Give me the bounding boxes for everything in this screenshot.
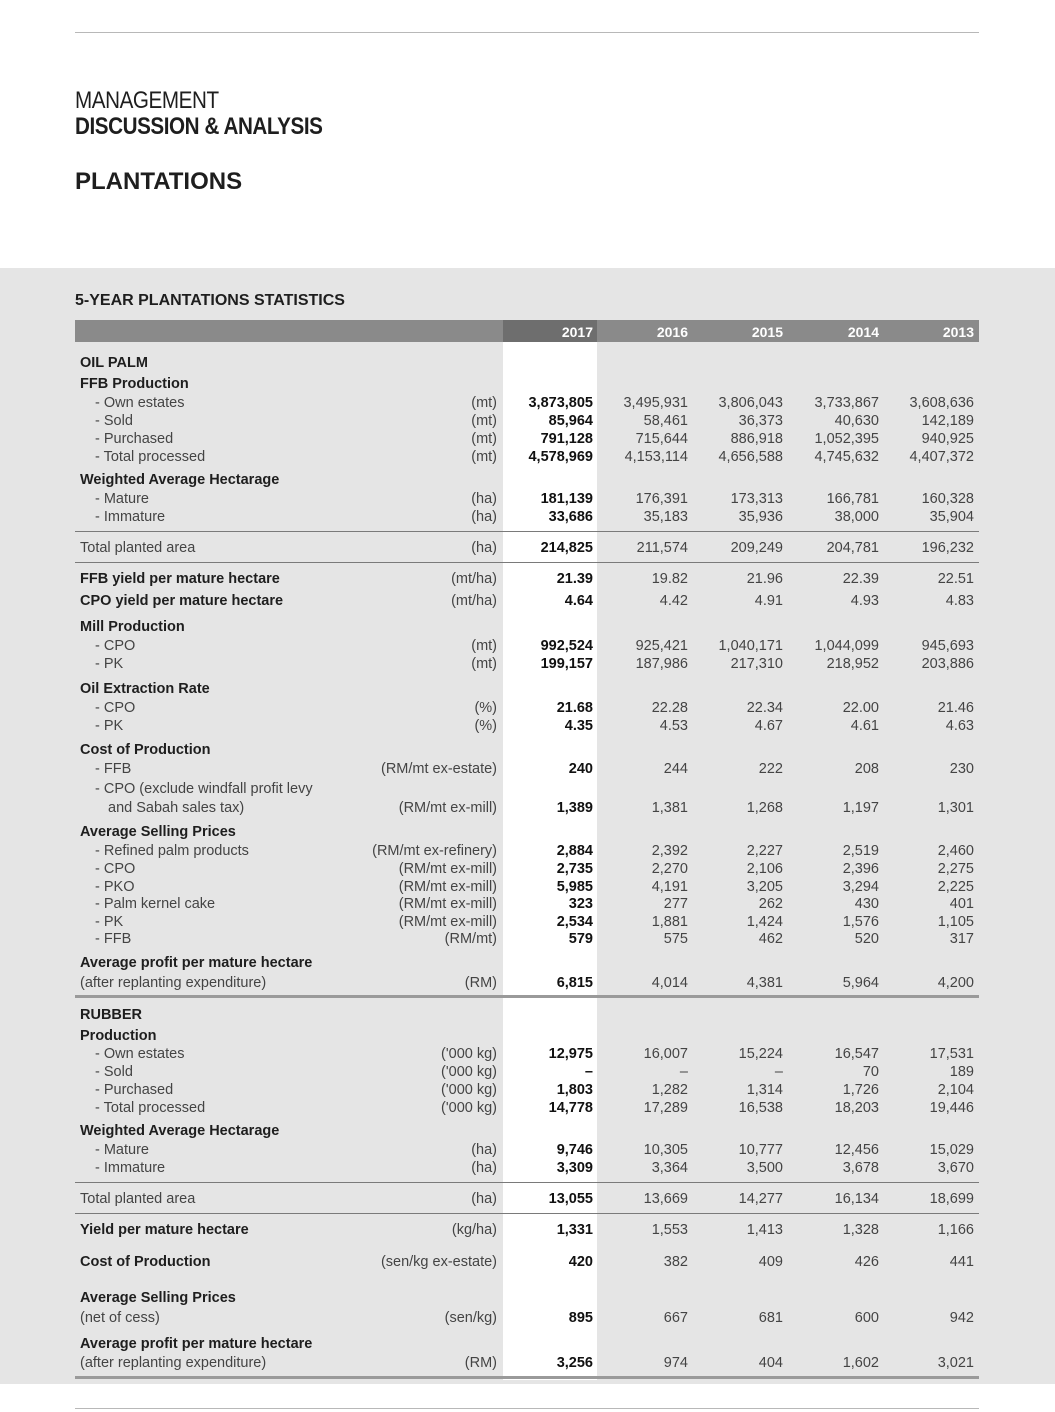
row-label: - PK: [95, 656, 124, 672]
value-cell-2015: 3,806,043: [718, 395, 783, 411]
value-cell-2013: 1,301: [937, 800, 974, 816]
row-label: - Sold: [95, 413, 133, 429]
row-unit: (RM): [464, 975, 497, 991]
value-cell-2013: 942: [949, 1310, 974, 1326]
row-unit: (mt): [471, 656, 497, 672]
value-cell-2015: 209,249: [730, 540, 783, 556]
value-cell-2015: 222: [758, 761, 783, 777]
row-unit: (mt/ha): [451, 571, 497, 587]
value-cell-2015: 409: [758, 1254, 783, 1270]
row-label: - Total processed: [95, 449, 206, 465]
value-cell-2014: 1,328: [842, 1222, 879, 1238]
value-cell-2015: 10,777: [738, 1142, 783, 1158]
value-cell-2013: 142,189: [921, 413, 974, 429]
row-label: - FFB: [95, 931, 132, 947]
value-cell-2015: 262: [758, 896, 783, 912]
value-cell-2017: 1,331: [556, 1222, 593, 1238]
value-cell-2016: 176,391: [635, 491, 688, 507]
value-cell-2017: 4.64: [564, 593, 593, 609]
value-cell-2017: 2,735: [556, 861, 593, 877]
value-cell-2014: 430: [854, 896, 879, 912]
value-cell-2016: 4.42: [659, 593, 688, 609]
value-cell-2016: 187,986: [635, 656, 688, 672]
value-cell-2013: 230: [949, 761, 974, 777]
value-cell-2016: 4,014: [651, 975, 688, 991]
row-unit: (%): [474, 718, 497, 734]
row-unit: (mt): [471, 638, 497, 654]
row-label: Mill Production: [80, 619, 185, 635]
section-divider: [75, 995, 979, 998]
row-label: (net of cess): [80, 1310, 160, 1326]
row-unit: (mt/ha): [451, 593, 497, 609]
row-label: Average profit per mature hectare: [80, 1336, 313, 1352]
row-label: - Total processed: [95, 1100, 206, 1116]
value-cell-2014: 1,052,395: [814, 431, 879, 447]
value-cell-2014: 4.93: [850, 593, 879, 609]
value-cell-2017: 21.39: [556, 571, 593, 587]
value-cell-2016: 1,381: [651, 800, 688, 816]
row-unit: (mt): [471, 395, 497, 411]
value-cell-2014: 4,745,632: [814, 449, 879, 465]
value-cell-2017: 3,873,805: [528, 395, 593, 411]
value-cell-2016: –: [679, 1064, 688, 1080]
value-cell-2017: 214,825: [540, 540, 593, 556]
value-cell-2013: 401: [949, 896, 974, 912]
value-cell-2016: 715,644: [635, 431, 688, 447]
value-cell-2016: 974: [663, 1355, 688, 1371]
value-cell-2017: 895: [568, 1310, 593, 1326]
row-unit: ('000 kg): [441, 1046, 497, 1062]
value-cell-2015: 36,373: [738, 413, 783, 429]
row-unit: (ha): [471, 1142, 497, 1158]
row-label: Total planted area: [80, 1191, 196, 1207]
value-cell-2014: 1,576: [842, 914, 879, 930]
value-cell-2013: 18,699: [929, 1191, 974, 1207]
row-label: - Purchased: [95, 1082, 174, 1098]
row-label: Total planted area: [80, 540, 196, 556]
value-cell-2013: 2,104: [937, 1082, 974, 1098]
row-label: - PK: [95, 914, 124, 930]
row-label: Production: [80, 1028, 157, 1044]
row-unit: (RM/mt ex-mill): [398, 914, 497, 930]
value-cell-2014: 2,396: [842, 861, 879, 877]
value-cell-2017: 181,139: [540, 491, 593, 507]
value-cell-2015: 681: [758, 1310, 783, 1326]
value-cell-2017: 14,778: [548, 1100, 593, 1116]
value-cell-2013: 441: [949, 1254, 974, 1270]
value-cell-2013: 22.51: [937, 571, 974, 587]
value-cell-2015: 4,656,588: [718, 449, 783, 465]
value-cell-2013: 1,166: [937, 1222, 974, 1238]
row-label: - CPO: [95, 700, 136, 716]
row-label: - Mature: [95, 1142, 149, 1158]
divider: [75, 531, 979, 532]
value-cell-2014: 12,456: [834, 1142, 879, 1158]
value-cell-2015: 1,424: [746, 914, 783, 930]
value-cell-2014: 1,726: [842, 1082, 879, 1098]
value-cell-2017: 33,686: [548, 509, 593, 525]
value-cell-2016: 19.82: [651, 571, 688, 587]
value-cell-2014: 5,964: [842, 975, 879, 991]
value-cell-2015: 14,277: [738, 1191, 783, 1207]
value-cell-2014: 1,602: [842, 1355, 879, 1371]
value-cell-2016: 10,305: [643, 1142, 688, 1158]
value-cell-2013: 21.46: [937, 700, 974, 716]
value-cell-2017: 2,884: [556, 843, 593, 859]
value-cell-2015: 16,538: [738, 1100, 783, 1116]
value-cell-2013: 3,021: [937, 1355, 974, 1371]
value-cell-2017: 3,309: [556, 1160, 593, 1176]
value-cell-2016: 925,421: [635, 638, 688, 654]
value-cell-2015: 4.91: [754, 593, 783, 609]
row-label: Yield per mature hectare: [80, 1222, 249, 1238]
value-cell-2015: 4,381: [746, 975, 783, 991]
value-cell-2015: 1,413: [746, 1222, 783, 1238]
row-unit: (%): [474, 700, 497, 716]
value-cell-2015: 173,313: [730, 491, 783, 507]
row-unit: (RM): [464, 1355, 497, 1371]
value-cell-2014: 40,630: [834, 413, 879, 429]
value-cell-2017: 1,389: [556, 800, 593, 816]
value-cell-2017: 3,256: [556, 1355, 593, 1371]
value-cell-2017: –: [584, 1064, 593, 1080]
value-cell-2014: 520: [854, 931, 879, 947]
value-cell-2017: 240: [568, 761, 593, 777]
value-cell-2013: 1,105: [937, 914, 974, 930]
row-unit: (mt): [471, 449, 497, 465]
row-unit: (ha): [471, 509, 497, 525]
value-cell-2017: 791,128: [540, 431, 593, 447]
value-cell-2014: 16,134: [834, 1191, 879, 1207]
value-cell-2013: 3,608,636: [909, 395, 974, 411]
row-label: - Own estates: [95, 1046, 185, 1062]
value-cell-2015: 21.96: [746, 571, 783, 587]
value-cell-2017: 21.68: [556, 700, 593, 716]
value-cell-2017: 579: [568, 931, 593, 947]
year-header-2013: 2013: [942, 324, 974, 340]
year-header-2016: 2016: [656, 324, 688, 340]
row-unit: (RM/mt ex-refinery): [372, 843, 497, 859]
value-cell-2016: 2,270: [651, 861, 688, 877]
value-cell-2016: 2,392: [651, 843, 688, 859]
table-title: 5-YEAR PLANTATIONS STATISTICS: [75, 292, 345, 309]
value-cell-2016: 3,495,931: [623, 395, 688, 411]
value-cell-2014: 22.39: [842, 571, 879, 587]
row-unit: (ha): [471, 491, 497, 507]
row-unit: (RM/mt ex-mill): [398, 800, 497, 816]
value-cell-2017: 420: [568, 1254, 593, 1270]
row-label: (after replanting expenditure): [80, 1355, 267, 1371]
value-cell-2015: 4.67: [754, 718, 783, 734]
value-cell-2015: 3,500: [746, 1160, 783, 1176]
value-cell-2013: 189: [949, 1064, 974, 1080]
row-unit: (RM/mt): [444, 931, 497, 947]
row-label: Average Selling Prices: [80, 824, 236, 840]
value-cell-2016: 4,191: [651, 879, 688, 895]
value-cell-2013: 940,925: [921, 431, 974, 447]
value-cell-2014: 3,678: [842, 1160, 879, 1176]
row-unit: ('000 kg): [441, 1082, 497, 1098]
row-label: - Own estates: [95, 395, 185, 411]
value-cell-2015: 462: [758, 931, 783, 947]
value-cell-2013: 4,200: [937, 975, 974, 991]
row-label: - Immature: [95, 1160, 166, 1176]
divider: [75, 562, 979, 563]
row-label: CPO yield per mature hectare: [80, 593, 284, 609]
value-cell-2013: 15,029: [929, 1142, 974, 1158]
value-cell-2016: 16,007: [643, 1046, 688, 1062]
row-unit: ('000 kg): [441, 1064, 497, 1080]
value-cell-2017: 13,055: [548, 1191, 593, 1207]
row-label: Cost of Production: [80, 1254, 211, 1270]
value-cell-2014: 18,203: [834, 1100, 879, 1116]
table-bottom-rule: [75, 1376, 979, 1379]
value-cell-2013: 945,693: [921, 638, 974, 654]
value-cell-2016: 35,183: [643, 509, 688, 525]
row-label: - Mature: [95, 491, 149, 507]
value-cell-2017: 5,985: [556, 879, 593, 895]
year-header-2017: 2017: [561, 324, 593, 340]
value-cell-2013: 4,407,372: [909, 449, 974, 465]
row-label: and Sabah sales tax): [108, 800, 245, 816]
section-title: PLANTATIONS: [75, 168, 243, 195]
value-cell-2014: 426: [854, 1254, 879, 1270]
value-cell-2016: 4,153,114: [624, 449, 688, 465]
row-unit: (ha): [471, 1191, 497, 1207]
row-label: Average profit per mature hectare: [80, 955, 313, 971]
value-cell-2016: 58,461: [643, 413, 688, 429]
value-cell-2014: 166,781: [826, 491, 879, 507]
value-cell-2015: –: [774, 1064, 783, 1080]
value-cell-2013: 35,904: [929, 509, 974, 525]
value-cell-2014: 70: [862, 1064, 879, 1080]
value-cell-2013: 317: [949, 931, 974, 947]
value-cell-2015: 2,227: [746, 843, 783, 859]
value-cell-2016: 667: [663, 1310, 688, 1326]
top-rule: [75, 32, 979, 33]
value-cell-2014: 218,952: [826, 656, 879, 672]
row-label: Cost of Production: [80, 742, 211, 758]
value-cell-2013: 2,275: [937, 861, 974, 877]
row-unit: (RM/mt ex-mill): [398, 879, 497, 895]
row-unit: ('000 kg): [441, 1100, 497, 1116]
value-cell-2017: 2,534: [556, 914, 593, 930]
row-label: - Refined palm products: [95, 843, 249, 859]
row-unit: (kg/ha): [451, 1222, 497, 1238]
value-cell-2016: 277: [663, 896, 688, 912]
bottom-rule: [75, 1408, 979, 1409]
value-cell-2013: 17,531: [929, 1046, 974, 1062]
value-cell-2017: 4,578,969: [528, 449, 593, 465]
row-label: - Sold: [95, 1064, 133, 1080]
row-label: - PK: [95, 718, 124, 734]
value-cell-2017: 9,746: [556, 1142, 593, 1158]
divider: [75, 1213, 979, 1214]
value-cell-2014: 22.00: [842, 700, 879, 716]
year-header-2015: 2015: [751, 324, 783, 340]
row-label: - CPO (exclude windfall profit levy: [95, 781, 313, 797]
value-cell-2014: 4.61: [850, 718, 879, 734]
row-label: - PKO: [95, 879, 135, 895]
value-cell-2015: 2,106: [746, 861, 783, 877]
value-cell-2016: 3,364: [651, 1160, 688, 1176]
value-cell-2015: 15,224: [738, 1046, 783, 1062]
value-cell-2013: 196,232: [921, 540, 974, 556]
value-cell-2017: 199,157: [540, 656, 593, 672]
row-unit: (RM/mt ex-mill): [398, 861, 497, 877]
row-unit: (mt): [471, 431, 497, 447]
row-label: RUBBER: [80, 1007, 143, 1023]
row-label: FFB Production: [80, 376, 189, 392]
year-header-2014: 2014: [847, 324, 879, 340]
row-label: - CPO: [95, 638, 136, 654]
row-label: - Palm kernel cake: [95, 896, 216, 912]
value-cell-2013: 19,446: [929, 1100, 974, 1116]
value-cell-2017: 12,975: [548, 1046, 593, 1062]
value-cell-2016: 211,574: [636, 540, 688, 556]
value-cell-2015: 1,314: [746, 1082, 783, 1098]
row-label: - Purchased: [95, 431, 174, 447]
value-cell-2015: 3,205: [746, 879, 783, 895]
row-unit: (RM/mt ex-mill): [398, 896, 497, 912]
row-label: - CPO: [95, 861, 136, 877]
row-label: - Immature: [95, 509, 166, 525]
value-cell-2016: 1,881: [651, 914, 688, 930]
row-label: Weighted Average Hectarage: [80, 1123, 280, 1139]
value-cell-2014: 600: [854, 1310, 879, 1326]
row-label: Oil Extraction Rate: [80, 681, 210, 697]
divider: [75, 1182, 979, 1183]
value-cell-2015: 217,310: [730, 656, 783, 672]
value-cell-2016: 1,553: [651, 1222, 688, 1238]
row-unit: (ha): [471, 1160, 497, 1176]
value-cell-2016: 4.53: [659, 718, 688, 734]
row-label: OIL PALM: [80, 355, 148, 371]
value-cell-2013: 203,886: [921, 656, 974, 672]
value-cell-2015: 404: [758, 1355, 783, 1371]
row-unit: (sen/kg): [444, 1310, 497, 1326]
value-cell-2017: 85,964: [548, 413, 593, 429]
header-line-1: MANAGEMENT: [75, 87, 219, 114]
value-cell-2014: 208: [854, 761, 879, 777]
value-cell-2015: 886,918: [730, 431, 783, 447]
value-cell-2014: 1,197: [842, 800, 879, 816]
value-cell-2017: 992,524: [540, 638, 593, 654]
value-cell-2014: 3,733,867: [814, 395, 879, 411]
value-cell-2014: 2,519: [842, 843, 879, 859]
value-cell-2013: 3,670: [937, 1160, 974, 1176]
value-cell-2016: 13,669: [643, 1191, 688, 1207]
value-cell-2013: 2,460: [937, 843, 974, 859]
row-label: Average Selling Prices: [80, 1290, 236, 1306]
row-unit: (RM/mt ex-estate): [380, 761, 497, 777]
value-cell-2014: 16,547: [834, 1046, 879, 1062]
value-cell-2017: 1,803: [556, 1082, 593, 1098]
value-cell-2015: 1,268: [746, 800, 783, 816]
value-cell-2014: 204,781: [826, 540, 879, 556]
value-cell-2016: 22.28: [651, 700, 688, 716]
value-cell-2014: 38,000: [834, 509, 879, 525]
value-cell-2016: 382: [663, 1254, 688, 1270]
value-cell-2013: 2,225: [937, 879, 974, 895]
row-label: (after replanting expenditure): [80, 975, 267, 991]
value-cell-2016: 1,282: [651, 1082, 688, 1098]
value-cell-2013: 160,328: [921, 491, 974, 507]
row-label: Weighted Average Hectarage: [80, 472, 280, 488]
value-cell-2014: 3,294: [842, 879, 879, 895]
value-cell-2015: 1,040,171: [718, 638, 783, 654]
value-cell-2016: 244: [663, 761, 688, 777]
row-unit: (ha): [471, 540, 497, 556]
value-cell-2017: 4.35: [564, 718, 593, 734]
value-cell-2017: 323: [568, 896, 593, 912]
header-line-2: DISCUSSION & ANALYSIS: [75, 113, 323, 140]
value-cell-2013: 4.83: [945, 593, 974, 609]
row-unit: (mt): [471, 413, 497, 429]
value-cell-2013: 4.63: [945, 718, 974, 734]
value-cell-2015: 35,936: [738, 509, 783, 525]
value-cell-2016: 575: [663, 931, 688, 947]
row-label: FFB yield per mature hectare: [80, 571, 280, 587]
value-cell-2017: 6,815: [556, 975, 593, 991]
value-cell-2016: 17,289: [643, 1100, 688, 1116]
value-cell-2014: 1,044,099: [814, 638, 879, 654]
value-cell-2015: 22.34: [746, 700, 783, 716]
row-unit: (sen/kg ex-estate): [380, 1254, 497, 1270]
row-label: - FFB: [95, 761, 132, 777]
